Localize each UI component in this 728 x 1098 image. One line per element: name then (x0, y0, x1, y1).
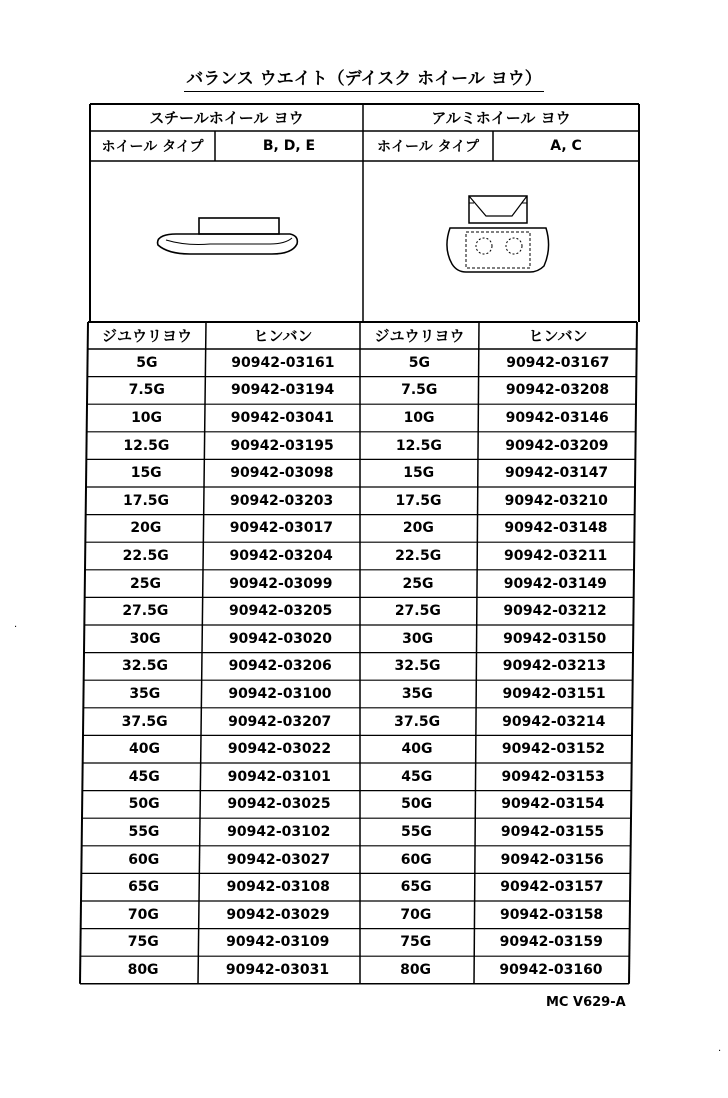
steel-weight-cell: 65G (128, 879, 160, 896)
alum-weight-cell: 40G (401, 741, 433, 758)
steel-part-cell: 90942-03100 (228, 685, 332, 702)
scan-speck: · (14, 622, 18, 633)
alum-weight-cell: 20G (402, 520, 434, 537)
steel-part-cell: 90942-03205 (229, 603, 333, 620)
alum-weight-cell: 7.5G (401, 382, 438, 399)
alum-part-cell: 90942-03214 (502, 713, 606, 730)
alum-weight-cell: 30G (402, 630, 434, 647)
alum-weight-cell: 35G (401, 685, 433, 702)
alum-part-cell: 90942-03208 (505, 382, 610, 399)
steel-part-cell: 90942-03161 (231, 354, 335, 371)
alum-part-cell: 90942-03155 (500, 823, 605, 840)
steel-weight-cell: 15G (130, 465, 162, 482)
alum-part-cell: 90942-03209 (505, 437, 609, 454)
alum-part-cell: 90942-03151 (502, 685, 606, 702)
steel-part-cell: 90942-03108 (226, 879, 330, 896)
alum-part-cell: 90942-03154 (501, 796, 605, 813)
alum-part-cell: 90942-03167 (506, 354, 610, 371)
steel-weight-cell: 70G (127, 906, 159, 923)
alum-weight-illustration (447, 196, 549, 272)
alum-weight-cell: 75G (400, 934, 432, 951)
steel-part-cell: 90942-03029 (226, 906, 330, 923)
steel-part-cell: 90942-03109 (226, 934, 330, 951)
alum-wheel-type-value: A, C (550, 138, 582, 154)
alum-weight-cell: 15G (403, 465, 435, 482)
steel-part-cell: 90942-03031 (225, 961, 330, 978)
alum-part-cell: 90942-03212 (503, 603, 607, 620)
alum-part-cell: 90942-03158 (499, 906, 604, 923)
steel-weight-cell: 32.5G (121, 658, 169, 675)
alum-weight-cell: 5G (408, 354, 431, 371)
alum-weight-cell: 45G (401, 768, 433, 785)
steel-weight-cell: 35G (129, 685, 161, 702)
steel-part-cell: 90942-03098 (230, 465, 334, 482)
steel-weight-illustration (158, 218, 298, 254)
alum-weight-cell: 10G (403, 409, 435, 426)
steel-weight-cell: 80G (127, 961, 159, 978)
steel-part-cell: 90942-03022 (227, 741, 332, 758)
steel-weight-cell: 25G (130, 575, 161, 592)
steel-part-cell: 90942-03041 (230, 409, 334, 426)
reference-code: MC V629-A (546, 995, 626, 1010)
steel-part-cell: 90942-03194 (231, 382, 335, 399)
steel-weight-cell: 20G (130, 520, 162, 537)
alum-weight-cell: 17.5G (395, 492, 442, 509)
steel-wheel-type-label: ホイール タイプ (101, 139, 204, 155)
alum-part-cell: 90942-03149 (503, 575, 607, 592)
alum-part-cell: 90942-03148 (504, 520, 608, 537)
steel-part-cell: 90942-03099 (229, 575, 333, 592)
alum-weight-cell: 12.5G (395, 437, 442, 454)
steel-weight-cell: 50G (128, 796, 160, 813)
steel-weight-cell: 75G (127, 934, 159, 951)
alum-weight-column-header: ジユウリヨウ (374, 327, 465, 345)
alum-weight-cell: 65G (400, 879, 432, 896)
steel-weight-cell: 17.5G (123, 492, 170, 509)
alum-weight-cell: 55G (400, 823, 432, 840)
steel-weight-cell: 12.5G (123, 437, 170, 454)
steel-part-cell: 90942-03203 (230, 492, 334, 509)
alum-weight-cell: 50G (401, 796, 433, 813)
steel-part-cell: 90942-03206 (228, 658, 332, 675)
alum-part-cell: 90942-03157 (500, 879, 604, 896)
steel-weight-cell: 37.5G (121, 713, 168, 730)
alum-part-cell: 90942-03213 (502, 658, 606, 675)
steel-part-cell: 90942-03101 (227, 768, 331, 785)
steel-weight-cell: 5G (136, 354, 158, 371)
steel-part-cell: 90942-03017 (229, 520, 334, 537)
steel-weight-column-header: ジユウリヨウ (101, 327, 192, 345)
alum-weight-cell: 22.5G (395, 547, 442, 564)
steel-part-cell: 90942-03027 (226, 851, 331, 868)
steel-weight-cell: 7.5G (128, 382, 165, 399)
steel-part-cell: 90942-03102 (227, 823, 331, 840)
alum-part-cell: 90942-03211 (504, 547, 608, 564)
alum-part-cell: 90942-03150 (503, 630, 607, 647)
steel-weight-cell: 30G (129, 630, 161, 647)
steel-weight-cell: 45G (128, 768, 160, 785)
steel-header: スチールホイール ヨウ (149, 109, 304, 127)
alum-part-cell: 90942-03152 (501, 741, 606, 758)
steel-part-cell: 90942-03020 (228, 630, 333, 647)
steel-weight-cell: 40G (128, 741, 160, 758)
scan-speck: · (718, 1046, 722, 1057)
steel-part-cell: 90942-03195 (230, 437, 334, 454)
steel-part-cell: 90942-03025 (227, 796, 331, 813)
alum-part-cell: 90942-03156 (500, 851, 604, 868)
steel-weight-cell: 55G (128, 823, 160, 840)
steel-weight-cell: 60G (128, 851, 160, 868)
alum-part-column-header: ヒンバン (528, 327, 588, 345)
steel-part-cell: 90942-03204 (229, 547, 333, 564)
alum-weight-cell: 37.5G (394, 713, 441, 730)
alum-wheel-type-label: ホイール タイプ (377, 139, 479, 155)
alum-header: アルミホイール ヨウ (431, 109, 571, 127)
alum-weight-cell: 70G (400, 906, 432, 923)
steel-wheel-type-value: B, D, E (262, 138, 316, 154)
alum-part-cell: 90942-03147 (504, 465, 609, 482)
steel-part-cell: 90942-03207 (228, 713, 332, 730)
alum-weight-cell: 80G (400, 961, 432, 978)
alum-weight-cell: 25G (402, 575, 434, 592)
steel-weight-cell: 10G (131, 409, 163, 426)
alum-weight-cell: 32.5G (394, 658, 441, 675)
alum-part-cell: 90942-03153 (501, 768, 605, 785)
alum-weight-cell: 27.5G (394, 603, 441, 620)
alum-part-cell: 90942-03159 (499, 934, 603, 951)
steel-part-column-header: ヒンバン (253, 327, 313, 345)
alum-part-cell: 90942-03146 (505, 409, 609, 426)
steel-weight-cell: 27.5G (122, 603, 169, 620)
steel-weight-cell: 22.5G (122, 547, 169, 564)
alum-weight-cell: 60G (400, 851, 432, 868)
alum-part-cell: 90942-03210 (504, 492, 608, 509)
page-title-text: バランス ウエイト（デイスク ホイール ヨウ） (184, 69, 544, 92)
alum-part-cell: 90942-03160 (499, 961, 603, 978)
